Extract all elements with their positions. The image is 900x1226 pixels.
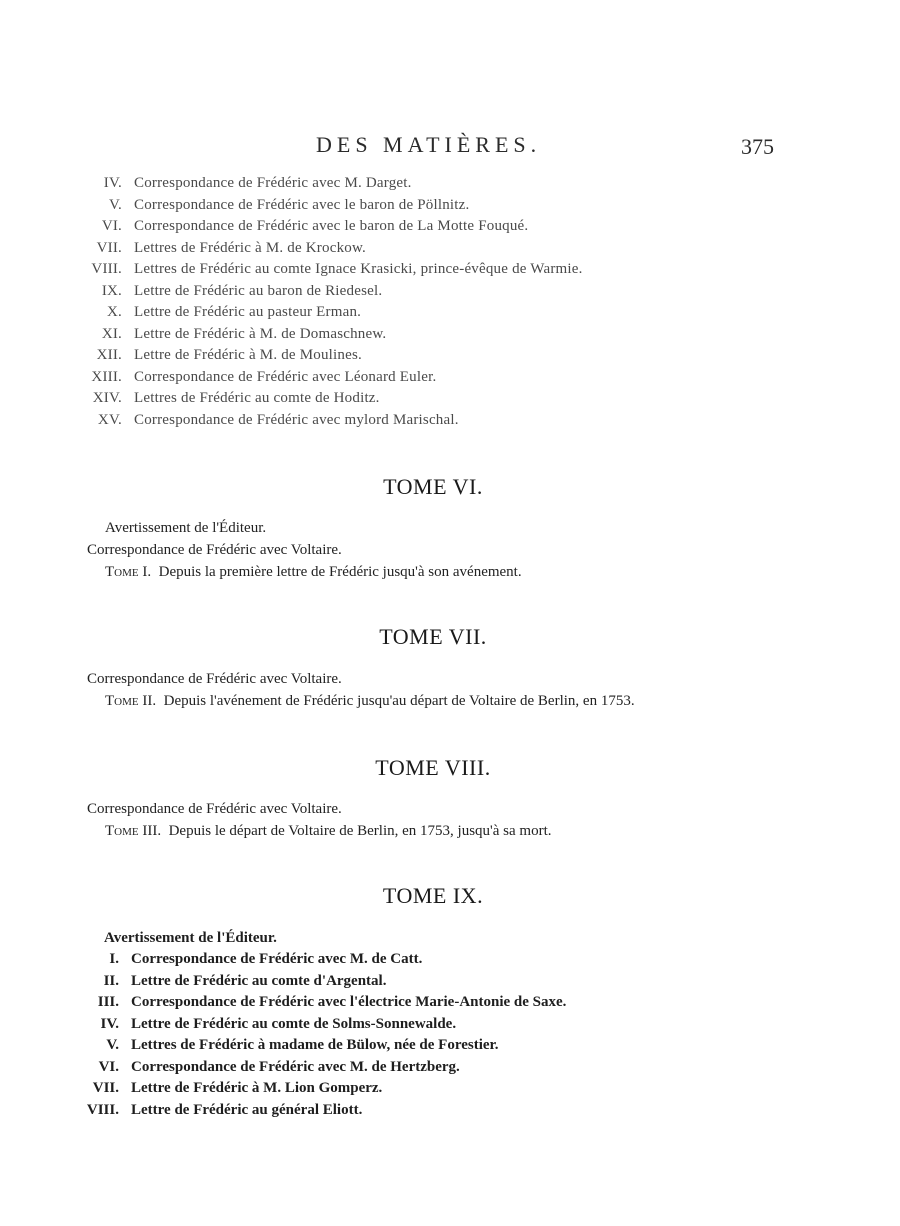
list-item	[0, 973, 900, 994]
item-text: Correspondance de Frédéric avec mylord Marischal.	[134, 411, 459, 428]
item-text: Correspondance de Frédéric avec M. de Hertzberg.	[131, 1058, 460, 1075]
item-text: Lettre de Frédéric au comte d'Argental.	[131, 972, 387, 989]
list-item	[0, 304, 900, 325]
tome-viii-volume-line	[105, 823, 552, 840]
list-item	[0, 218, 900, 239]
tome-vi-heading: TOME VI.	[383, 474, 483, 499]
item-text: Lettre de Frédéric à M. de Moulines.	[134, 347, 362, 363]
item-numeral: V.	[106, 1037, 119, 1053]
tome-vi-volume-label: Tome I.	[105, 564, 152, 580]
list-item	[0, 1080, 900, 1101]
item-numeral: XIV.	[92, 390, 122, 406]
item-numeral: III.	[97, 994, 119, 1010]
list-item	[0, 347, 900, 368]
item-text: Lettre de Frédéric à M. de Domaschnew.	[134, 325, 387, 342]
item-numeral: I.	[109, 951, 119, 967]
item-text: Correspondance de Frédéric avec le baron de Pöllnitz.	[134, 196, 470, 213]
running-head	[0, 132, 900, 162]
item-numeral: VI.	[98, 1058, 119, 1075]
item-text: Correspondance de Frédéric avec l'électrice Marie-Antonie de Saxe.	[131, 994, 567, 1010]
item-text: Correspondance de Frédéric avec Léonard Euler.	[134, 368, 437, 385]
running-title: DES MATIÈRES.	[316, 132, 542, 157]
item-text: Lettre de Frédéric au comte de Solms-Sonnewalde.	[131, 1015, 457, 1032]
item-numeral: VII.	[96, 239, 122, 256]
item-numeral: XI.	[101, 325, 122, 342]
item-numeral: IX.	[101, 282, 122, 299]
item-text: Lettres de Frédéric au comte de Hoditz.	[134, 390, 380, 406]
item-numeral: XIII.	[91, 368, 122, 385]
list-item	[0, 369, 900, 390]
tome-vii-volume-text: Depuis l'avénement de Frédéric jusqu'au départ de Voltaire de Berlin, en 1753.	[163, 693, 635, 709]
item-text: Lettre de Frédéric au pasteur Erman.	[134, 304, 362, 320]
tome-vi-volume-text: Depuis la première lettre de Frédéric jusqu'à son avénement.	[158, 564, 522, 580]
tome-vi-volume-line	[105, 564, 522, 581]
item-text: Lettre de Frédéric au baron de Riedesel.	[134, 282, 383, 299]
item-numeral: VIII.	[86, 1101, 119, 1118]
item-text: Lettre de Frédéric à M. Lion Gomperz.	[131, 1080, 383, 1096]
tome-vii-volume-line	[105, 693, 635, 710]
tome-vi-correspondance: Correspondance de Frédéric avec Voltaire.	[87, 542, 342, 558]
item-numeral: II.	[103, 972, 119, 989]
tome-vii-correspondance: Correspondance de Frédéric avec Voltaire.	[87, 671, 342, 687]
list-item	[0, 390, 900, 411]
item-numeral: IV.	[103, 175, 122, 191]
list-item	[0, 951, 900, 972]
tome-ix-heading: TOME IX.	[382, 883, 484, 908]
item-numeral: V.	[108, 196, 122, 213]
item-text: Lettres de Frédéric au comte Ignace Krasicki, prince-évêque de Warmie.	[134, 261, 583, 277]
item-text: Correspondance de Frédéric avec M. Darget.	[134, 175, 412, 191]
list-item	[0, 1059, 900, 1080]
list-item	[0, 175, 900, 196]
tome-vi-avertissement: Avertissement de l'Éditeur.	[105, 520, 267, 536]
list-item	[0, 283, 900, 304]
item-text: Correspondance de Frédéric avec le baron de La Motte Fouqué.	[134, 218, 529, 234]
list-item	[0, 261, 900, 282]
list-item	[0, 240, 900, 261]
item-numeral: IV.	[100, 1015, 119, 1032]
list-item	[0, 1037, 900, 1058]
page-number: 375	[741, 134, 774, 159]
item-numeral: VII.	[92, 1080, 119, 1096]
tome-vii-volume-label: Tome II.	[105, 693, 157, 709]
list-item	[0, 326, 900, 347]
tome-viii-volume-label: Tome III.	[105, 823, 162, 839]
item-numeral: VIII.	[91, 261, 122, 277]
item-text: Lettre de Frédéric au général Eliott.	[131, 1101, 363, 1118]
list-item	[0, 994, 900, 1015]
item-text: Lettres de Frédéric à madame de Bülow, née de Forestier.	[131, 1037, 499, 1053]
item-text: Lettres de Frédéric à M. de Krockow.	[134, 239, 366, 256]
tome-viii-volume-text: Depuis le départ de Voltaire de Berlin, en 1753, jusqu'à sa mort.	[168, 823, 552, 839]
item-numeral: XII.	[96, 347, 122, 363]
tome-ix-avertissement: Avertissement de l'Éditeur.	[104, 930, 277, 946]
list-item	[0, 412, 900, 433]
item-numeral: X.	[107, 304, 122, 320]
list-item	[0, 1102, 900, 1123]
tome-vii-heading: TOME VII.	[379, 624, 487, 649]
item-text: Correspondance de Frédéric avec M. de Catt.	[131, 951, 423, 967]
item-numeral: XV.	[97, 411, 122, 428]
tome-viii-correspondance: Correspondance de Frédéric avec Voltaire.	[87, 801, 342, 817]
list-item	[0, 197, 900, 218]
item-numeral: VI.	[101, 218, 122, 234]
tome-viii-heading: TOME VIII.	[375, 755, 491, 780]
list-item	[0, 1016, 900, 1037]
